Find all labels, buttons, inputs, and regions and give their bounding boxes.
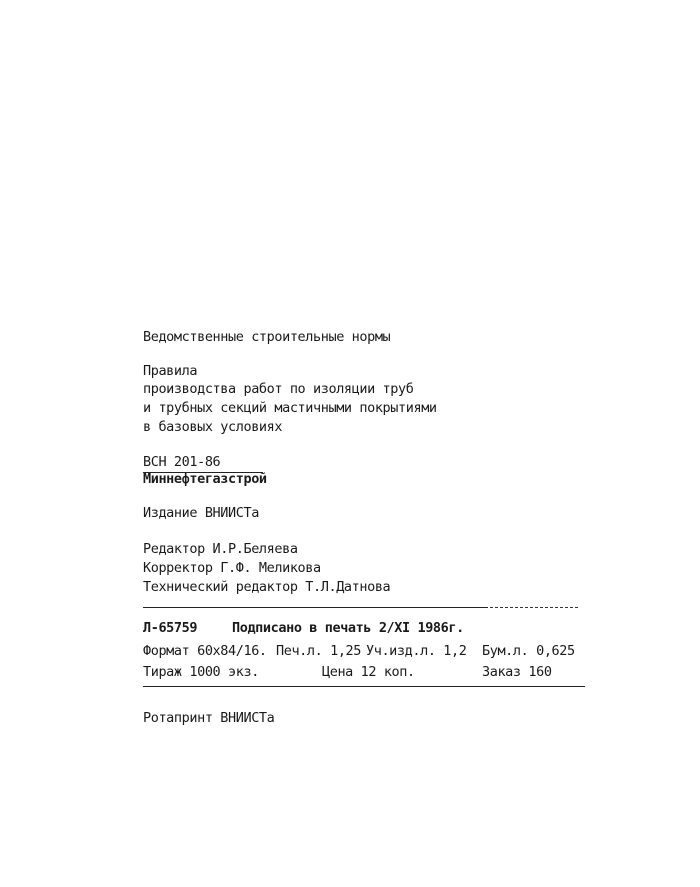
doc-title-line-2: производства работ по изоляции труб (143, 381, 414, 397)
license-number: Л-65759 (143, 620, 198, 636)
series-title: Ведомственные строительные нормы (143, 329, 391, 345)
format-value: Формат 60х84/16. (143, 643, 267, 659)
signed-date: Подписано в печать 2/XI 1986г. (232, 620, 464, 636)
print-run: Тираж 1000 экз. (143, 664, 259, 680)
tech-editor-line: Технический редактор Т.Л.Датнова (143, 579, 391, 595)
price: Цена 12 коп. (322, 664, 415, 680)
print-sheets: Печ.л. 1,25 (276, 643, 362, 659)
imprint-bottom-rule (143, 686, 585, 687)
edition-line: Издание ВНИИСТа (143, 505, 259, 521)
imprint-top-rule-dashed (490, 607, 578, 608)
printer-line: Ротапринт ВНИИСТа (143, 710, 275, 726)
doc-code: ВСН 201-86 (143, 454, 221, 470)
doc-title-line-3: и трубных секций мастичными покрытиями (143, 400, 437, 416)
paper-sheets: Бум.л. 0,625 (482, 643, 575, 659)
edu-sheets: Уч.изд.л. 1,2 (366, 643, 467, 659)
corrector-line: Корректор Г.Ф. Меликова (143, 560, 321, 576)
doc-title-line-1: Правила (143, 363, 198, 379)
ministry-name: Миннефтегазстрой (143, 471, 267, 487)
imprint-top-rule (143, 607, 488, 608)
order-number: Заказ 160 (482, 664, 552, 680)
doc-title-line-4: в базовых условиях (143, 419, 283, 435)
editor-line: Редактор И.Р.Беляева (143, 541, 298, 557)
